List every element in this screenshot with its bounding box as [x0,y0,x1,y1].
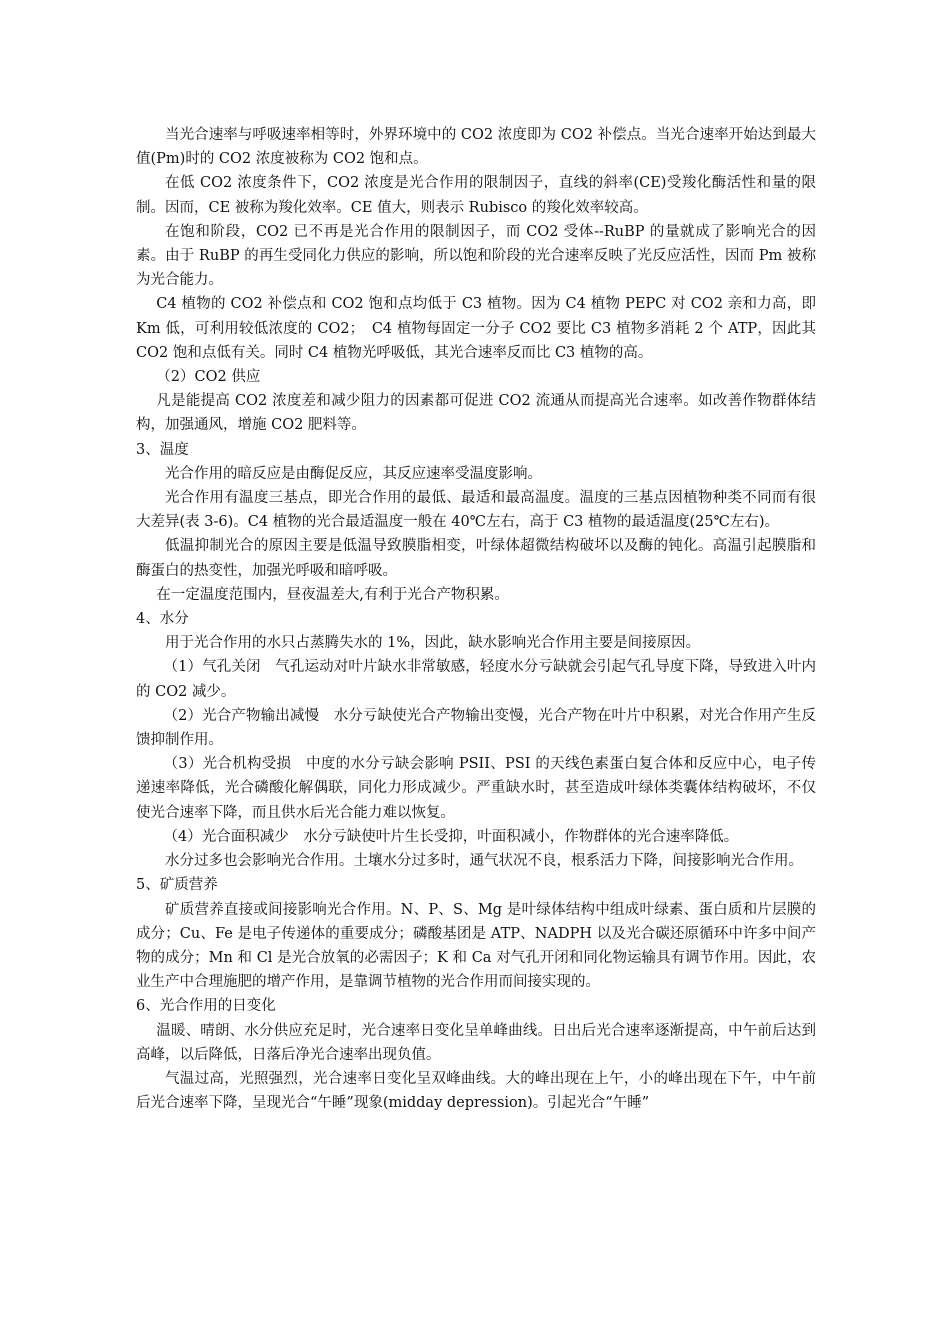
document-body [136,123,816,1115]
paragraph: 低温抑制光合的原因主要是低温导致膜脂相变，叶绿体超微结构破坏以及酶的钝化。高温引起膜脂和酶蛋白的热变性，加强光呼吸和暗呼吸。 [136,538,816,579]
section-heading: 6、光合作用的日变化 [136,998,276,1015]
section-heading: 5、矿质营养 [136,877,218,894]
paragraph: 矿质营养直接或间接影响光合作用。N、P、S、Mg 是叶绿体结构中组成叶绿素、蛋白质和片层膜的成分；Cu、Fe 是电子传递体的重要成分；磷酸基团是 ATP、NADPH 以及光合碳还原循环中许多中间产物的成分；Mn 和 Cl 是光合放氧的必需因子；K 和 Ca 对气孔开闭和同化物运输具有调节作用。因此，农业生产中合理施肥的增产作用，是靠调节植物的光合作用而间接实现的。 [136,901,816,991]
paragraph: 在饱和阶段，CO2 已不再是光合作用的限制因子，而 CO2 受体--RuBP 的量就成了影响光合的因素。由于 RuBP 的再生受同化力供应的影响，所以饱和阶段的光合速率反映了光反应活性，因而 Pm 被称为光合能力。 [136,223,816,289]
list-item: （1）气孔关闭 气孔运动对叶片缺水非常敏感，轻度水分亏缺就会引起气孔导度下降，导致进入叶内的 CO2 减少。 [136,659,816,700]
paragraph: 气温过高，光照强烈，光合速率日变化呈双峰曲线。大的峰出现在上午，小的峰出现在下午，中午前后光合速率下降，呈现光合“午睡”现象(midday depression)。引起光合“午睡” [136,1070,816,1112]
paragraph: 在一定温度范围内，昼夜温差大,有利于光合产物积累。 [156,586,509,603]
paragraph: 水分过多也会影响光合作用。土壤水分过多时，通气状况不良，根系活力下降，间接影响光合作用。 [165,853,803,870]
paragraph: 光合作用有温度三基点，即光合作用的最低、最适和最高温度。温度的三基点因植物种类不同而有很大差异(表 3-6)。C4 植物的光合最适温度一般在 40℃左右，高于 C3 植物的最适温度(25℃左右)。 [136,490,816,531]
paragraph: C4 植物的 CO2 补偿点和 CO2 饱和点均低于 C3 植物。因为 C4 植物 PEPC 对 CO2 亲和力高，即 Km 低，可利用较低浓度的 CO2； C4 植物每固定一分子 CO2 要比 C3 植物多消耗 2 个 ATP，因此其 CO2 饱和点低有关。同时 C4 植物光呼吸低，其光合速率反而比 C3 植物的高。 [136,296,816,361]
paragraph: 用于光合作用的水只占蒸腾失水的 1%，因此，缺水影响光合作用主要是间接原因。 [165,635,701,652]
subsection-heading: （2）CO2 供应 [156,369,261,386]
paragraph: 温暖、晴朗、水分供应充足时，光合速率日变化呈单峰曲线。日出后光合速率逐渐提高，中午前后达到高峰，以后降低，日落后净光合速率出现负值。 [136,1022,816,1063]
paragraph: 在低 CO2 浓度条件下，CO2 浓度是光合作用的限制因子，直线的斜率(CE)受羧化酶活性和量的限制。因而，CE 被称为羧化效率。CE 值大，则表示 Rubisco 的羧化效率较高。 [136,175,816,216]
section-heading: 3、温度 [136,441,189,458]
list-item: （4）光合面积减少 水分亏缺使叶片生长受抑，叶面积减小，作物群体的光合速率降低。 [163,828,739,845]
section-heading: 4、水分 [136,611,189,628]
list-item: （3）光合机构受损 中度的水分亏缺会影响 PSII、PSI 的天线色素蛋白复合体和反应中心，电子传递速率降低，光合磷酸化解偶联，同化力形成减少。严重缺水时，甚至造成叶绿体类囊体结构破坏，不仅使光合速率下降，而且供水后光合能力难以恢复。 [136,756,816,821]
paragraph: 当光合速率与呼吸速率相等时，外界环境中的 CO2 浓度即为 CO2 补偿点。当光合速率开始达到最大值(Pm)时的 CO2 浓度被称为 CO2 饱和点。 [136,127,816,168]
paragraph: 光合作用的暗反应是由酶促反应，其反应速率受温度影响。 [165,465,542,482]
list-item: （2）光合产物输出减慢 水分亏缺使光合产物输出变慢，光合产物在叶片中积累，对光合作用产生反馈抑制作用。 [136,707,816,749]
paragraph: 凡是能提高 CO2 浓度差和减少阻力的因素都可促进 CO2 流通从而提高光合速率。如改善作物群体结构，加强通风，增施 CO2 肥料等。 [136,393,816,434]
